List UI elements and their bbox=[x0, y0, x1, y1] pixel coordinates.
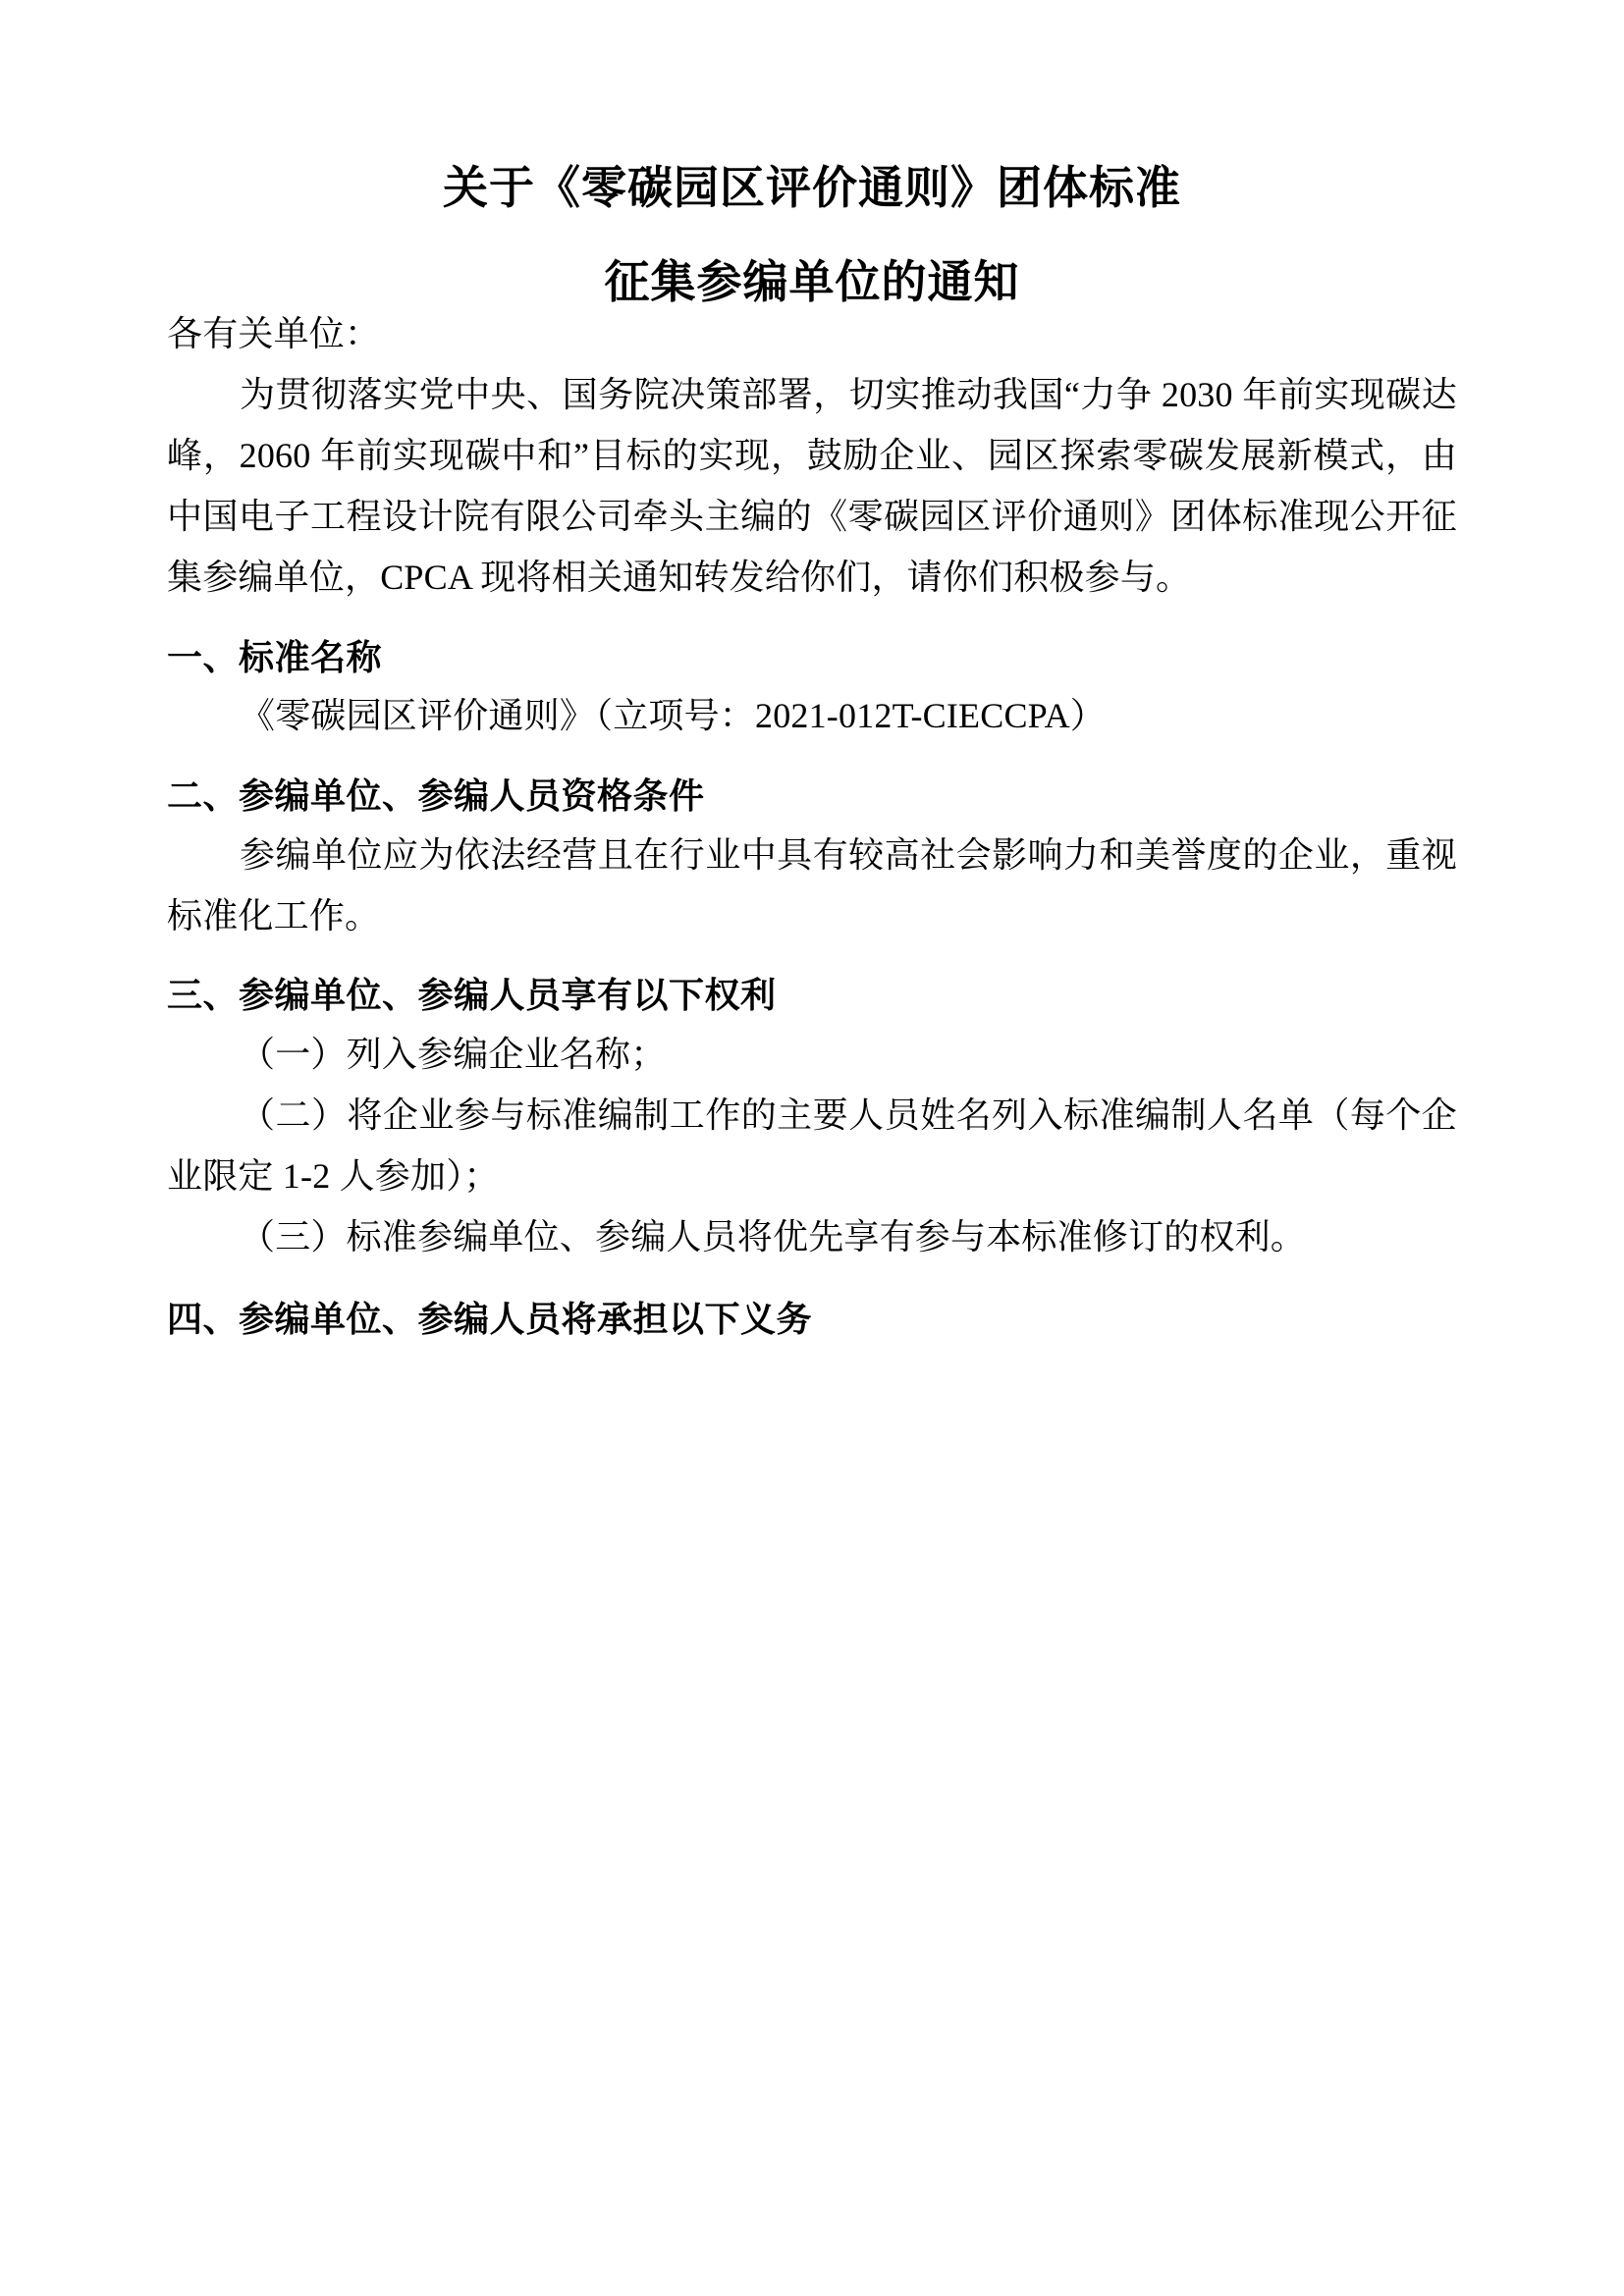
section-1-paragraph-1: 《零碳园区评价通则》（立项号：2021-012T-CIECCPA） bbox=[240, 696, 1106, 736]
section-3-paragraph-1: （一）列入参编企业名称； bbox=[240, 1035, 667, 1075]
section-heading-2: 二、参编单位、参编人员资格条件 bbox=[167, 776, 705, 817]
section-2-paragraph-1: 参编单位应为依法经营且在行业中具有较高社会影响力和美誉度的企业，重视标准化工作。 bbox=[167, 834, 1457, 935]
section-3-paragraph-2: （二）将企业参与标准编制工作的主要人员姓名列入标准编制人名单（每个企业限定 1-2 人参加）； bbox=[167, 1095, 1457, 1196]
section-3-paragraph-3: （三）标准参编单位、参编人员将优先享有参与本标准修订的权利。 bbox=[240, 1216, 1307, 1256]
page-title-line-2: 征集参编单位的通知 bbox=[604, 256, 1020, 307]
section-heading-4: 四、参编单位、参编人员将承担以下义务 bbox=[167, 1299, 813, 1339]
salutation: 各有关单位： bbox=[167, 314, 381, 353]
intro-paragraph: 为贯彻落实党中央、国务院决策部署，切实推动我国“力争 2030 年前实现碳达峰，2060 年前实现碳中和”目标的实现，鼓励企业、园区探索零碳发展新模式，由中国电子工程设计院有限公司牵头主编的《零碳园区评价通则》团体标准现公开征集参编单位，CPCA 现将相关通知转发给你们，请你们积极参与。 bbox=[167, 374, 1457, 597]
section-heading-3: 三、参编单位、参编人员享有以下权利 bbox=[167, 976, 777, 1016]
section-heading-1: 一、标准名称 bbox=[167, 637, 383, 677]
page-title-line-1: 关于《零碳园区评价通则》团体标准 bbox=[443, 162, 1181, 213]
